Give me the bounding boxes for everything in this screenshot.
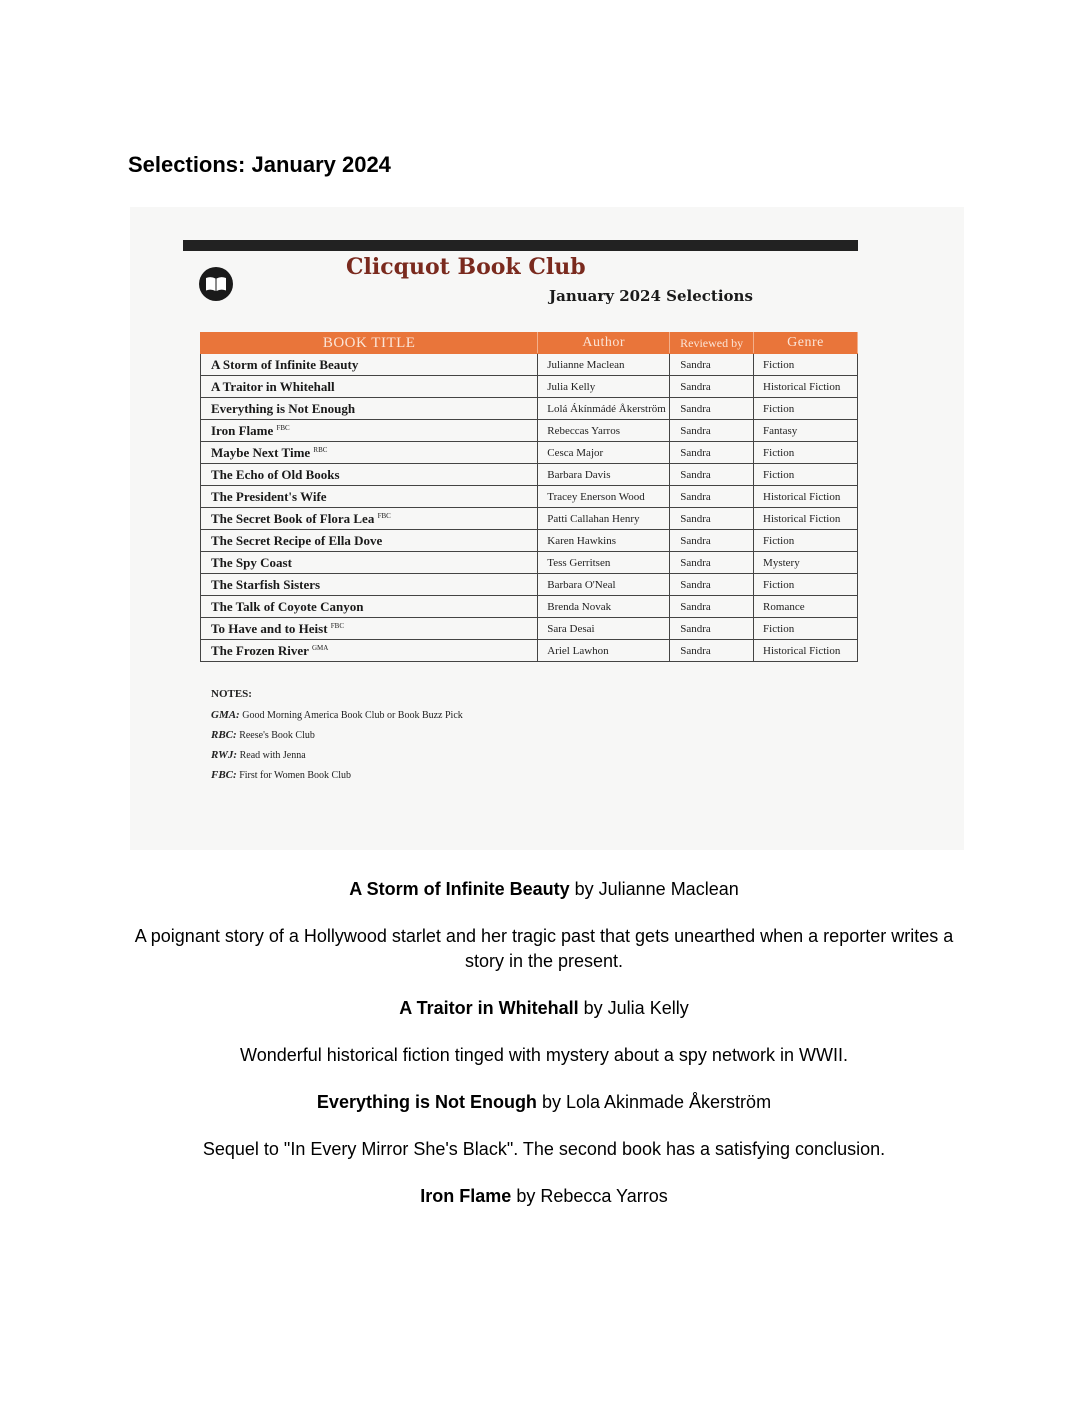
reviewer-cell [670,640,754,662]
reviewer-cell [670,596,754,618]
club-subtitle: January 2024 Selections [549,287,753,305]
author-text: Lolá Ákínmádé Åkerström [547,402,666,415]
table-row [201,398,858,420]
table-row [201,596,858,618]
genre-cell [754,574,858,596]
review-title: A Traitor in Whitehall [399,998,579,1018]
reviewer-text: Sandra [680,512,711,525]
genre-cell [754,486,858,508]
table-row [201,618,858,640]
book-club-tag: FBC [330,621,345,630]
genre-cell [754,442,858,464]
book-title-cell [201,618,538,640]
review-heading [128,996,960,1021]
note-item [211,749,463,761]
genre-cell [754,376,858,398]
book-title-text: Iron Flame [211,422,274,438]
book-title-cell [201,376,538,398]
author-text: Barbara O'Neal [547,578,616,591]
reviewer-cell [670,420,754,442]
reviewer-text: Sandra [680,446,711,459]
book-title-text: The Secret Recipe of Ella Dove [211,532,383,548]
book-title-cell [201,442,538,464]
page-heading: Selections: January 2024 [128,152,391,177]
genre-cell [754,640,858,662]
book-title-text: A Storm of Infinite Beauty [211,356,359,372]
review-blurb: A poignant story of a Hollywood starlet and her tragic past that gets unearthed when a reporter writes a story in the present. [134,926,954,971]
header-book-title: BOOK TITLE [201,333,538,354]
table-row [201,640,858,662]
table-row [201,354,858,376]
review-title: Everything is Not Enough [316,1092,537,1112]
author-cell [538,420,670,442]
reviewer-cell [670,574,754,596]
genre-text: Fiction [763,622,795,635]
table-header-row [201,333,858,354]
review-author: by Julianne Maclean [574,879,739,899]
author-text: Brenda Novak [547,600,612,613]
book-title-text: The President's Wife [211,488,327,504]
genre-cell [754,354,858,376]
author-cell [538,442,670,464]
genre-cell [754,508,858,530]
book-title-text: The Starfish Sisters [211,576,321,592]
author-text: Patti Callahan Henry [547,512,640,525]
genre-cell [754,420,858,442]
book-title-cell [201,596,538,618]
book-title-cell [201,420,538,442]
reviewer-text: Sandra [680,644,711,657]
author-text: Barbara Davis [547,468,611,481]
notes-section [211,688,463,789]
genre-text: Fiction [763,446,795,459]
table-row [201,442,858,464]
genre-text: Fantasy [763,424,798,437]
note-text: Good Morning America Book Club or Book Buzz Pick [242,710,463,721]
book-title-text: The Frozen River [211,642,309,658]
genre-cell [754,618,858,640]
reviewer-cell [670,376,754,398]
book-title-cell [201,552,538,574]
book-title-text: Maybe Next Time [211,444,311,460]
reviewer-cell [670,442,754,464]
note-key: RBC: [211,729,237,741]
header-author: Author [538,333,670,354]
note-key: RWJ: [211,749,238,761]
table-row [201,552,858,574]
review-title: Iron Flame [420,1186,512,1206]
club-name: Clicquot Book Club [346,254,586,280]
book-icon [199,267,233,301]
table-row [201,464,858,486]
note-item [211,709,463,721]
table-row [201,530,858,552]
header-reviewed-by: Reviewed by [670,333,754,354]
author-text: Tracey Enerson Wood [547,490,645,503]
book-title-text: The Echo of Old Books [211,466,340,482]
review-title: A Storm of Infinite Beauty [349,879,570,899]
reviewer-cell [670,398,754,420]
note-key: FBC: [211,769,237,781]
genre-text: Historical Fiction [763,490,841,503]
author-cell [538,398,670,420]
genre-text: Historical Fiction [763,512,841,525]
genre-text: Fiction [763,468,795,481]
genre-text: Fiction [763,578,795,591]
note-key: GMA: [211,709,240,721]
author-text: Tess Gerritsen [547,556,611,569]
author-text: Sara Desai [547,622,595,635]
book-title-cell [201,508,538,530]
note-item [211,729,463,741]
reviewer-cell [670,618,754,640]
author-cell [538,530,670,552]
review-author: by Julia Kelly [583,998,689,1018]
genre-text: Historical Fiction [763,380,841,393]
reviewer-cell [670,354,754,376]
reviewer-text: Sandra [680,468,711,481]
note-text: Reese's Book Club [239,730,315,741]
top-divider-bar [183,240,858,251]
table-row [201,486,858,508]
book-title-text: The Secret Book of Flora Lea [211,510,375,526]
book-club-tag: RBC [313,445,328,454]
book-club-tag: FBC [276,423,290,432]
book-title-cell [201,398,538,420]
reviewer-cell [670,464,754,486]
reviewer-text: Sandra [680,358,711,371]
table-row [201,376,858,398]
book-title-cell [201,354,538,376]
review-heading [128,1184,960,1209]
reviewer-cell [670,552,754,574]
author-cell [538,596,670,618]
reviewer-cell [670,508,754,530]
genre-text: Romance [763,600,805,613]
reviewer-text: Sandra [680,622,711,635]
review-blurb: Sequel to "In Every Mirror She's Black". The second book has a satisfying conclusion. [202,1139,886,1159]
author-text: Julianne Maclean [547,358,625,371]
table-row [201,508,858,530]
book-title-text: To Have and to Heist [211,620,328,636]
review-heading [128,1090,960,1115]
book-title-cell [201,486,538,508]
genre-cell [754,464,858,486]
book-title-cell [201,530,538,552]
review-author: by Lola Akinmade Åkerström [541,1092,772,1112]
author-cell [538,376,670,398]
genre-text: Mystery [763,556,800,569]
reviewer-text: Sandra [680,578,711,591]
note-text: First for Women Book Club [239,770,351,781]
genre-text: Historical Fiction [763,644,841,657]
reviewer-text: Sandra [680,534,711,547]
genre-text: Fiction [763,534,795,547]
reviewer-text: Sandra [680,556,711,569]
book-title-text: Everything is Not Enough [211,400,356,416]
author-cell [538,618,670,640]
reviewer-text: Sandra [680,402,711,415]
author-text: Karen Hawkins [547,534,616,547]
book-title-text: The Spy Coast [211,554,292,570]
genre-text: Fiction [763,402,795,415]
reviewer-text: Sandra [680,600,711,613]
book-club-tag: FBC [377,511,391,520]
author-cell [538,486,670,508]
review-blurb: Wonderful historical fiction tinged with mystery about a spy network in WWII. [240,1045,848,1065]
reviewer-text: Sandra [680,380,711,393]
notes-heading: NOTES: [211,688,252,700]
author-cell [538,552,670,574]
author-cell [538,508,670,530]
reviewer-text: Sandra [680,490,711,503]
header-genre: Genre [754,333,858,354]
table-row [201,420,858,442]
author-text: Rebeccas Yarros [547,424,620,437]
author-cell [538,464,670,486]
author-cell [538,574,670,596]
review-heading [128,877,960,902]
note-text: Read with Jenna [239,750,306,761]
genre-cell [754,552,858,574]
genre-cell [754,530,858,552]
author-text: Julia Kelly [547,380,596,393]
table-row [201,574,858,596]
note-item [211,769,463,781]
author-cell [538,640,670,662]
book-title-text: The Talk of Coyote Canyon [211,598,364,614]
reviewer-cell [670,530,754,552]
book-title-cell [201,464,538,486]
reviewer-text: Sandra [680,424,711,437]
author-text: Ariel Lawhon [547,644,609,657]
book-club-tag: GMA [311,643,329,652]
genre-cell [754,596,858,618]
genre-text: Fiction [763,358,795,371]
book-title-text: A Traitor in Whitehall [211,378,335,394]
author-text: Cesca Major [547,446,604,459]
author-cell [538,354,670,376]
book-club-scan [130,207,964,850]
review-author: by Rebecca Yarros [516,1186,668,1206]
book-title-cell [201,640,538,662]
reviews-section [128,877,960,1231]
book-title-cell [201,574,538,596]
selections-table [200,332,858,662]
reviewer-cell [670,486,754,508]
genre-cell [754,398,858,420]
